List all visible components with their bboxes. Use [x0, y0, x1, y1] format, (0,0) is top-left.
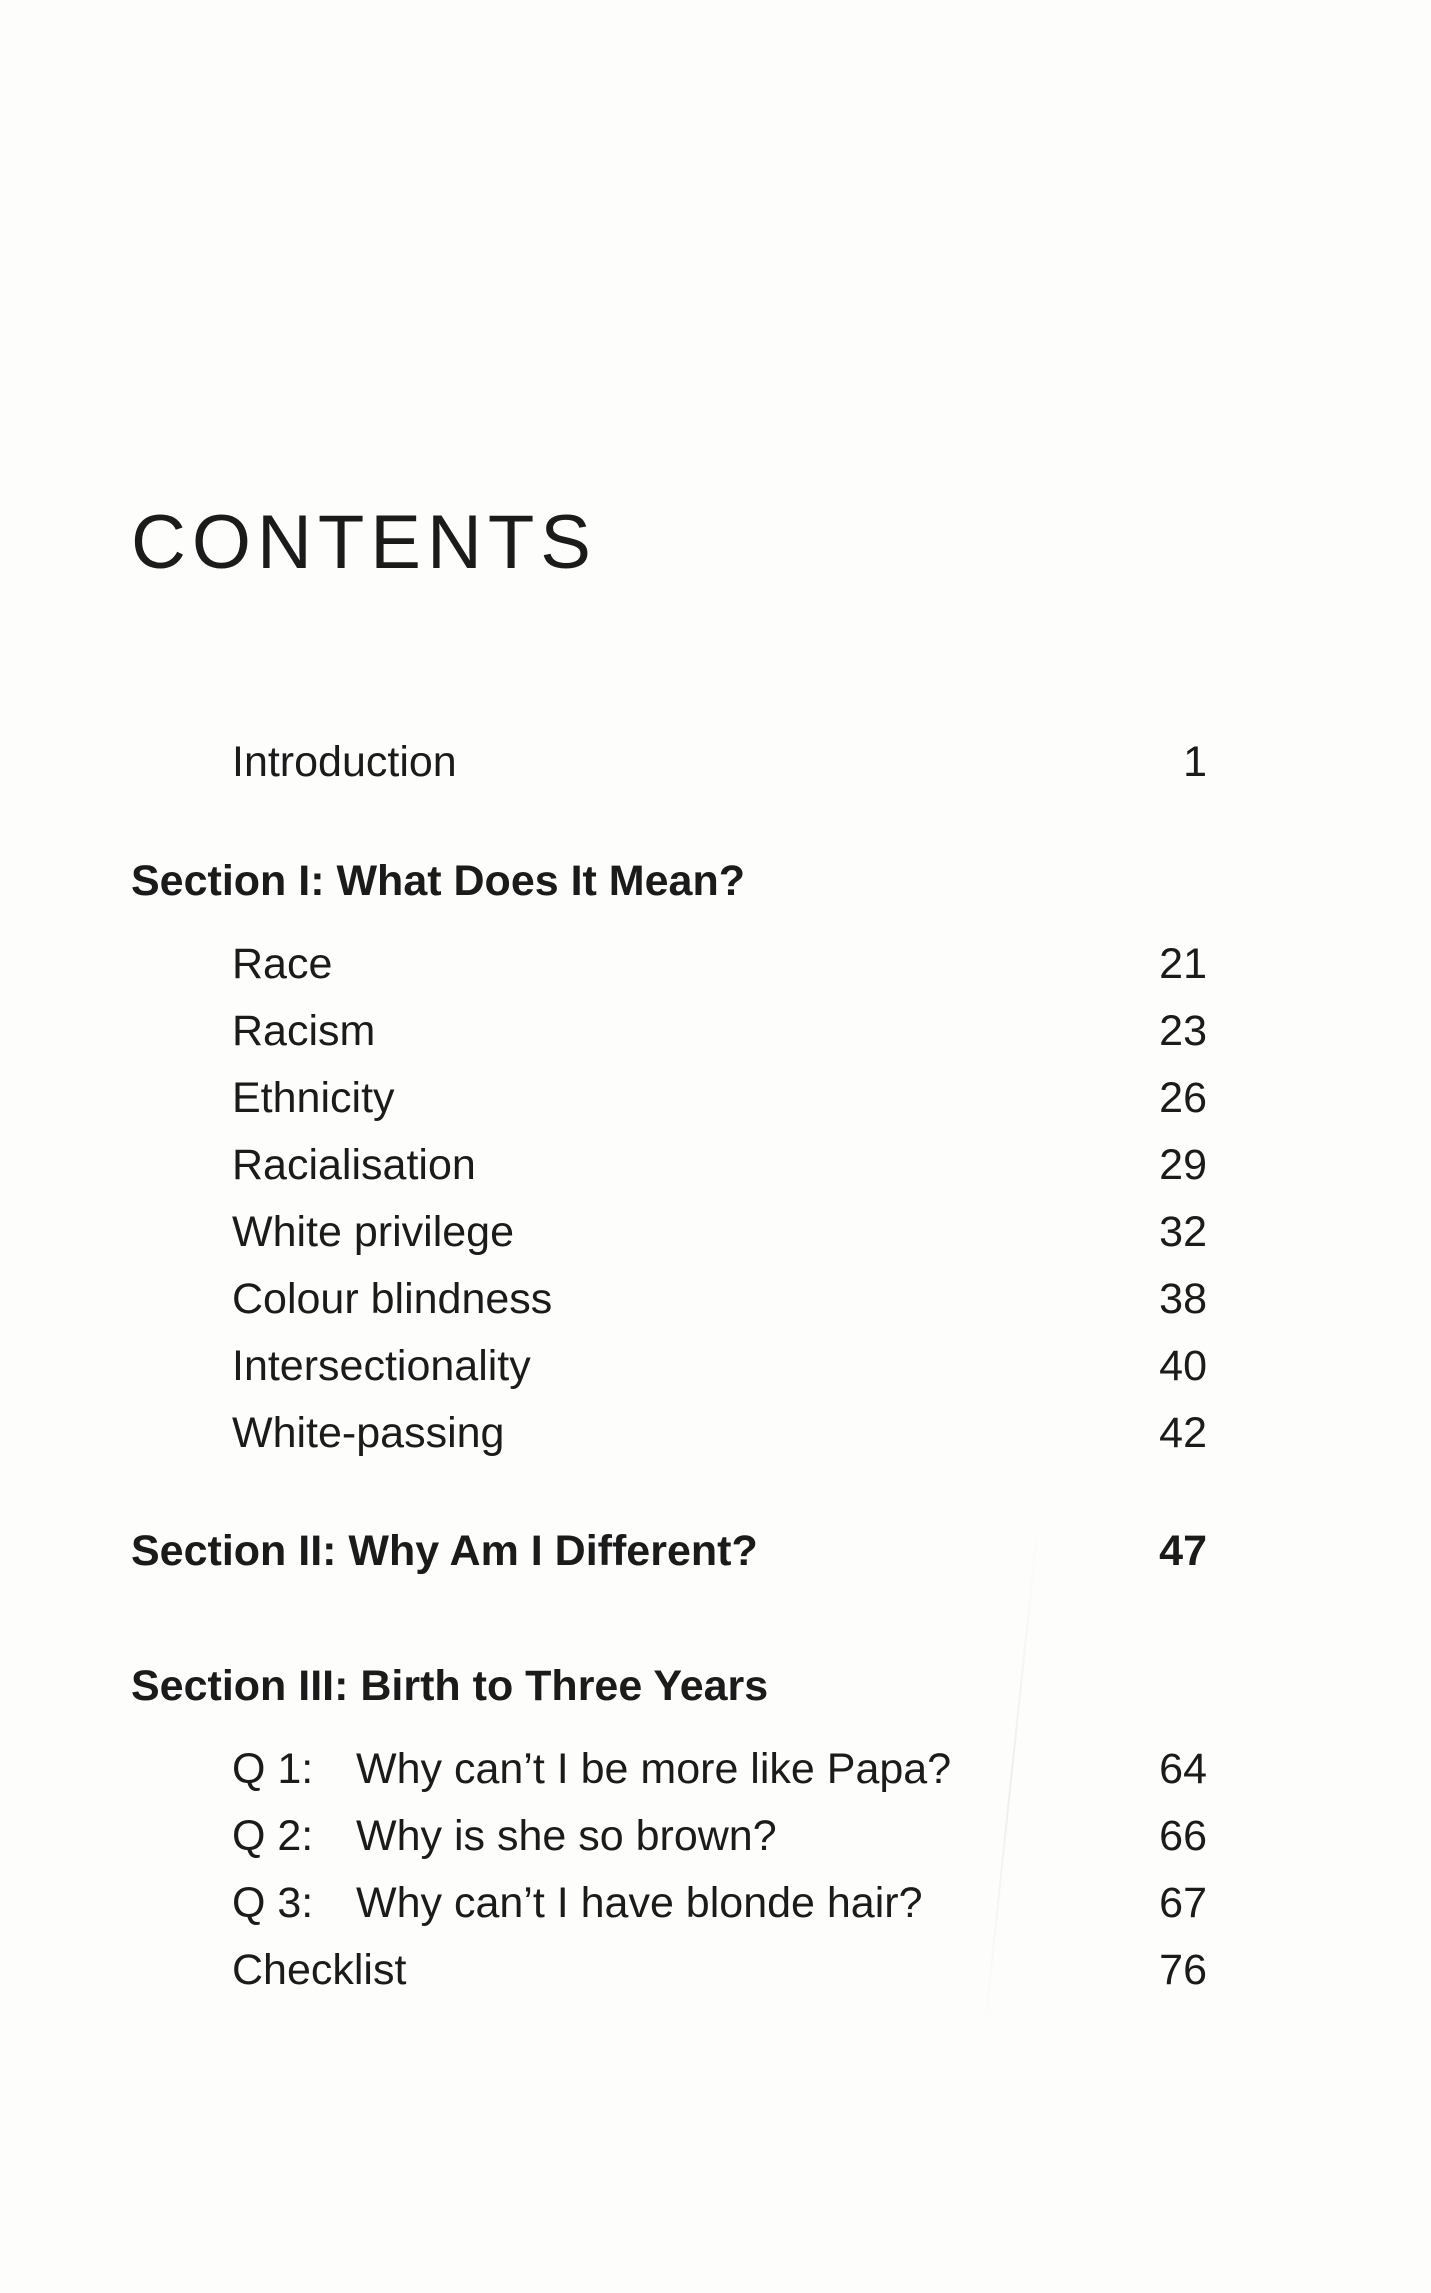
- toc-entry: [0, 1403, 1431, 1463]
- toc-entry-page: 32: [1159, 1208, 1207, 1256]
- toc-entry: [0, 1001, 1431, 1061]
- toc-entry: [0, 1135, 1431, 1195]
- toc-entry: [0, 1269, 1431, 1329]
- toc-entry-page: 26: [1159, 1074, 1207, 1122]
- toc-entry-label: Checklist: [232, 1946, 407, 1994]
- toc-entry-label: Ethnicity: [232, 1074, 395, 1122]
- toc-entry-page: 29: [1159, 1141, 1207, 1189]
- toc-entry-label: Intersectionality: [232, 1342, 531, 1390]
- question-number: Q 1:: [232, 1745, 314, 1793]
- question-label: Why is she so brown?: [356, 1812, 777, 1860]
- toc-entry-label: Racism: [232, 1007, 376, 1055]
- question-label: Why can’t I be more like Papa?: [356, 1745, 952, 1793]
- toc-section-title: Section I: What Does It Mean?: [131, 857, 745, 905]
- toc-entry-introduction: [0, 732, 1431, 792]
- toc-question: [0, 1873, 1431, 1933]
- toc-section-title: Section III: Birth to Three Years: [131, 1662, 769, 1710]
- page-title: CONTENTS: [131, 500, 597, 585]
- toc-entry-page: 42: [1159, 1409, 1207, 1457]
- toc-entry-page: 21: [1159, 940, 1207, 988]
- toc-entry-page: 67: [1159, 1879, 1207, 1927]
- toc-entry-page: 66: [1159, 1812, 1207, 1860]
- toc-entry-page: 23: [1159, 1007, 1207, 1055]
- toc-entry-label: Racialisation: [232, 1141, 476, 1189]
- toc-entry-label: White privilege: [232, 1208, 514, 1256]
- toc-section-title: Section II: Why Am I Different?: [131, 1527, 758, 1575]
- toc-entry-checklist: [0, 1940, 1431, 2000]
- question-label: Why can’t I have blonde hair?: [356, 1879, 923, 1927]
- toc-section-3: [0, 1656, 1431, 1716]
- toc-entry-label: Race: [232, 940, 333, 988]
- question-number: Q 2:: [232, 1812, 314, 1860]
- toc-entry-label: Introduction: [232, 738, 457, 786]
- toc-section-page: 47: [1159, 1527, 1207, 1575]
- toc-entry-page: 76: [1159, 1946, 1207, 1994]
- toc-entry-label: Colour blindness: [232, 1275, 553, 1323]
- question-number: Q 3:: [232, 1879, 314, 1927]
- toc-question: [0, 1806, 1431, 1866]
- toc-entry: [0, 1202, 1431, 1262]
- toc-section-2: [0, 1521, 1431, 1581]
- toc-question: [0, 1739, 1431, 1799]
- toc-entry-page: 1: [1183, 738, 1207, 786]
- toc-entry-page: 40: [1159, 1342, 1207, 1390]
- toc-entry-page: 38: [1159, 1275, 1207, 1323]
- toc-entry-label: White-passing: [232, 1409, 505, 1457]
- toc-entry: [0, 934, 1431, 994]
- toc-entry: [0, 1068, 1431, 1128]
- toc-entry-page: 64: [1159, 1745, 1207, 1793]
- toc-entry: [0, 1336, 1431, 1396]
- toc-section-1: [0, 851, 1431, 911]
